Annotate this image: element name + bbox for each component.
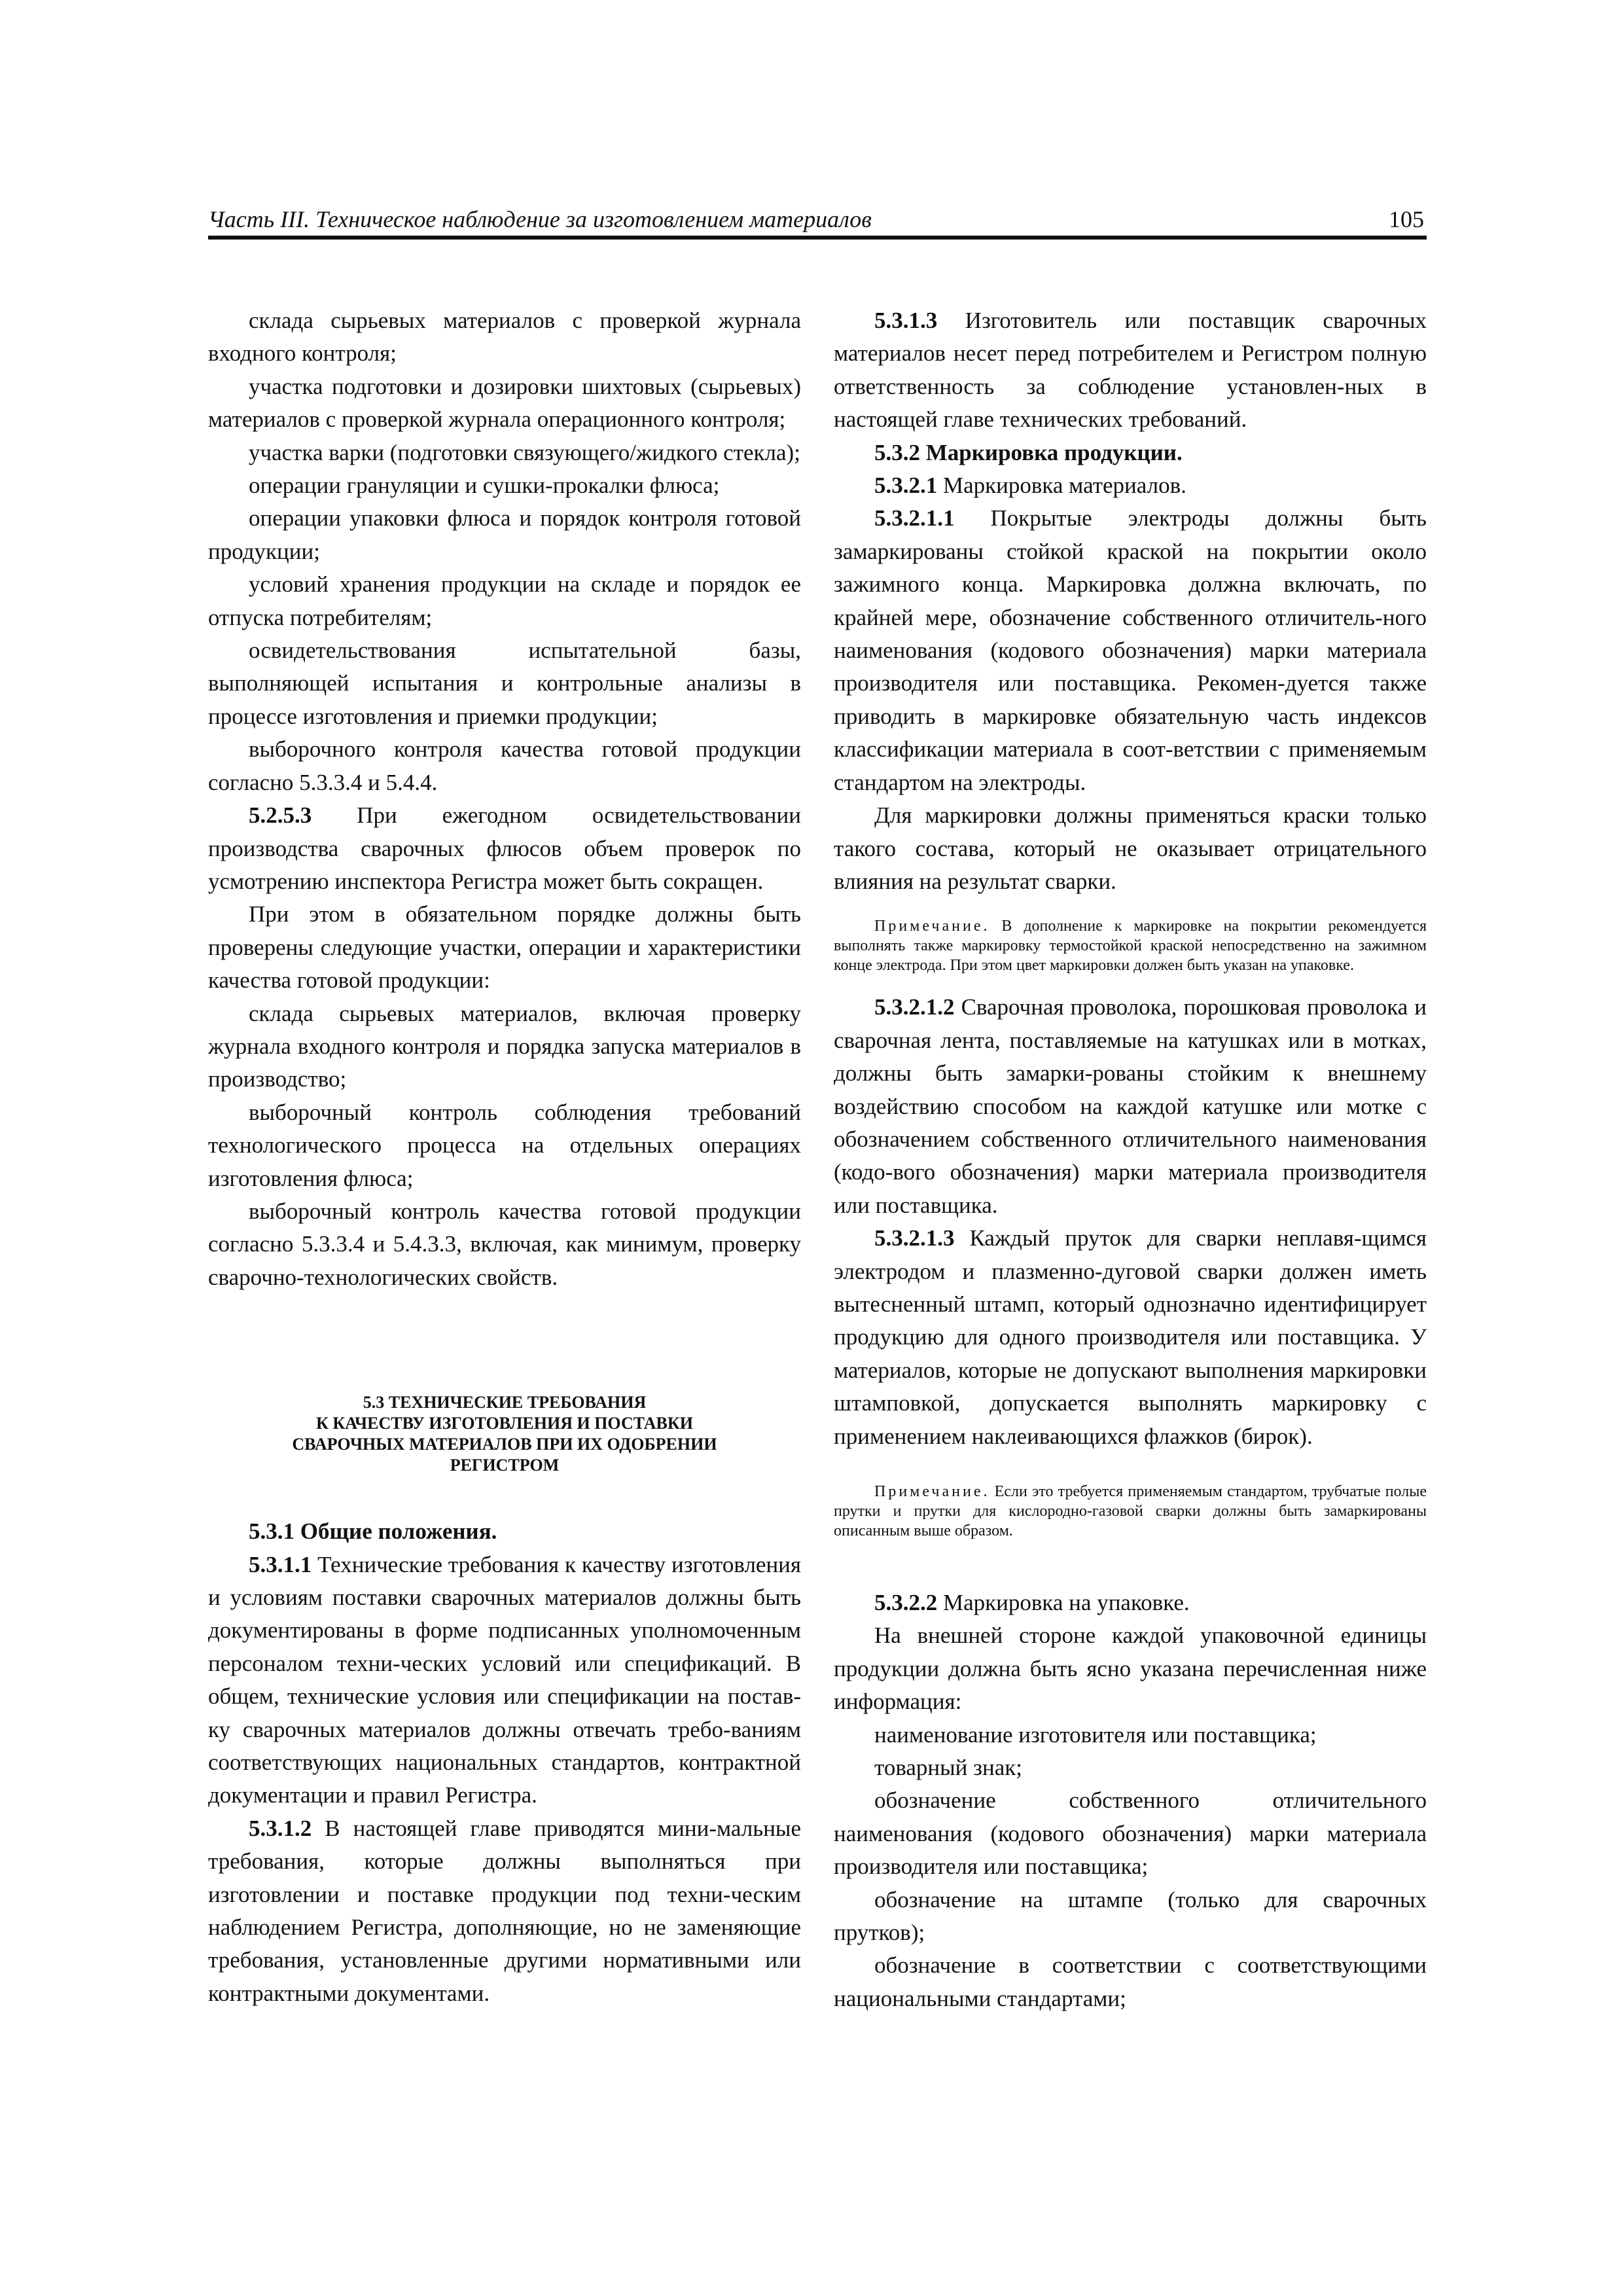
section-title-line: СВАРОЧНЫХ МАТЕРИАЛОВ ПРИ ИХ ОДОБРЕНИИ xyxy=(292,1435,717,1454)
clause-number: 5.2.5.3 xyxy=(249,802,312,829)
spacer xyxy=(834,1541,1427,1587)
note-label: Примечание. xyxy=(874,918,990,935)
paragraph xyxy=(834,991,1427,1222)
note-text: Если это требуется применяемым стандартом, трубчатые полые прутки и прутки для кислородно-газовой сварки должны быть замаркированы описанным выше образом. xyxy=(834,1483,1427,1539)
page-number: 105 xyxy=(1389,206,1424,232)
clause-number: 5.3.1.3 xyxy=(874,308,938,333)
header-title: Часть III. Техническое наблюдение за изготовлением материалов xyxy=(208,206,872,232)
subsection-heading xyxy=(834,437,1427,469)
paragraph: товарный знак; xyxy=(874,1755,1022,1781)
clause-text: Сварочная проволока, порошковая проволока и сварочная лента, поставляемые на катушках или в мотках, должны быть замарки-рованы стойким к внешнему воздействию способом на каждой катушке или мотке с обозначением собственного отличительного наименования (кодо-вого обозначения) марки материала производителя или поставщика. xyxy=(834,994,1427,1218)
paragraph xyxy=(208,799,801,898)
paragraph: освидетельствования испытательной базы, выполняющей испытания и контрольные анализы в процессе изготовления и приемки продукции; xyxy=(208,637,801,729)
paragraph: обозначение на штампе (только для сварочных прутков); xyxy=(834,1886,1427,1946)
note xyxy=(834,916,1427,975)
paragraph: операции грануляции и сушки-прокалки флюса; xyxy=(249,473,720,499)
paragraph: На внешней стороне каждой упаковочной единицы продукции должна быть ясно указана перечисленная ниже информация: xyxy=(834,1623,1427,1715)
clause-text: Маркировка материалов. xyxy=(937,473,1186,499)
spacer xyxy=(208,1476,801,1515)
clause-number: 5.3.2.2 xyxy=(874,1590,938,1615)
clause-text: Маркировка на упаковке. xyxy=(937,1590,1190,1615)
section-title-line: 5.3 ТЕХНИЧЕСКИЕ ТРЕБОВАНИЯ xyxy=(363,1393,647,1412)
clause-text: Технические требования к качеству изготовления и условиям поставки сварочных материалов должны быть документированы в форме подписанных уполномоченным персоналом техни-ческих условий или спецификаций. В общем, технические условия или спецификации на постав-ку сварочных материалов должны отвечать требо-ваниям соответствующих национальных стандартов, контрактной документации и правил Регистра. xyxy=(208,1551,801,1808)
clause-text: Изготовитель или поставщик сварочных материалов несет перед потребителем и Регистром полную ответственность за соблюдение установлен-ных в настоящей главе технических требований. xyxy=(834,308,1427,433)
section-title xyxy=(208,1392,801,1476)
paragraph: Для маркировки должны применяться краски только такого состава, который не оказывает отрицательного влияния на результат сварки. xyxy=(834,802,1427,894)
paragraph: выборочный контроль соблюдения требований технологического процесса на отдельных операциях изготовления флюса; xyxy=(208,1099,801,1191)
clause-number: 5.3.1.1 xyxy=(249,1551,312,1577)
paragraph: При этом в обязательном порядке должны быть проверены следующие участки, операции и характеристики качества готовой продукции: xyxy=(208,901,801,994)
clause-text: Каждый пруток для сварки неплавя-щимся электродом и плазменно-дуговой сварки должен иметь вытесненный штамп, который однозначно идентифицирует продукцию для одного производителя или поставщика. У материалов, которые не допускают выполнения маркировки штамповкой, допускается выполнять маркировку с применением наклеивающихся флажков (бирок). xyxy=(834,1225,1427,1449)
paragraph xyxy=(834,1587,1427,1619)
clause-number: 5.3.1.2 xyxy=(249,1815,312,1841)
paragraph: операции упаковки флюса и порядок контроля готовой продукции; xyxy=(208,505,801,564)
section-title-line: РЕГИСТРОМ xyxy=(450,1456,560,1475)
paragraph xyxy=(834,469,1427,502)
running-header xyxy=(208,196,1427,240)
paragraph: участка варки (подготовки связующего/жидкого стекла); xyxy=(249,439,800,465)
paragraph: участка подготовки и дозировки шихтовых (сырьевых) материалов с проверкой журнала операционного контроля; xyxy=(208,373,801,433)
paragraph: обозначение собственного отличительного наименования (кодового обозначения) марки материала производителя или поставщика; xyxy=(834,1787,1427,1880)
paragraph: выборочный контроль качества готовой продукции согласно 5.3.3.4 и 5.4.3.3, включая, как минимум, проверку сварочно-технологических свойств. xyxy=(208,1198,801,1290)
section-title-line: К КАЧЕСТВУ ИЗГОТОВЛЕНИЯ И ПОСТАВКИ xyxy=(316,1414,693,1433)
paragraph xyxy=(834,1222,1427,1453)
clause-number: 5.3.2.1.1 xyxy=(874,505,955,531)
paragraph xyxy=(208,1812,801,2010)
paragraph: склада сырьевых материалов с проверкой журнала входного контроля; xyxy=(208,308,801,367)
right-column xyxy=(834,304,1427,2015)
subsection-heading-text: 5.3.1 Общие положения. xyxy=(249,1518,497,1545)
clause-number: 5.3.2.1 xyxy=(874,473,938,499)
spacer xyxy=(834,975,1427,991)
left-column xyxy=(208,304,801,2010)
note-text: В дополнение к маркировке на покрытии рекомендуется выполнять также маркировку термостойкой краской непосредственно на зажимном конце электрода. При этом цвет маркировки должен быть указан на упаковке. xyxy=(834,918,1427,975)
paragraph: условий хранения продукции на складе и порядок ее отпуска потребителям; xyxy=(208,571,801,630)
clause-number: 5.3.2.1.3 xyxy=(874,1225,955,1251)
clause-number: 5.3.2.1.2 xyxy=(874,994,955,1020)
note xyxy=(834,1482,1427,1541)
clause-text: В настоящей главе приводятся мини-мальные требования, которые должны выполняться при изготовлении и поставке продукции под техни-ческим наблюдением Регистра, дополняющие, но не заменяющие требования, установленные другими нормативными или контрактными документами. xyxy=(208,1815,801,2006)
paragraph xyxy=(834,304,1427,437)
spacer xyxy=(834,898,1427,916)
paragraph: выборочного контроля качества готовой продукции согласно 5.3.3.4 и 5.4.4. xyxy=(208,736,801,795)
paragraph: наименование изготовителя или поставщика; xyxy=(874,1721,1317,1748)
note-label: Примечание. xyxy=(874,1483,990,1500)
subsection-heading-text: 5.3.2 Маркировка продукции. xyxy=(874,439,1183,465)
paragraph: склада сырьевых материалов, включая проверку журнала входного контроля и порядка запуска материалов в производство; xyxy=(208,1000,801,1092)
clause-text: Покрытые электроды должны быть замаркированы стойкой краской на покрытии около зажимного конца. Маркировка должна включать, по крайней мере, обозначение собственного отличитель-ного наименования (кодового обозначения) марки материала производителя или поставщика. Рекомен-дуется также приводить в маркировке обязательную часть индексов классификации материала в соот-ветствии с применяемым стандартом на электроды. xyxy=(834,505,1427,795)
clause-text: При ежегодном освидетельствовании производства сварочных флюсов объем проверок по усмотрению инспектора Регистра может быть сокращен. xyxy=(208,802,801,894)
paragraph xyxy=(208,1549,801,1812)
spacer xyxy=(208,1294,801,1392)
paragraph: обозначение в соответствии с соответствующими национальными стандартами; xyxy=(834,1952,1427,2011)
subsection-heading xyxy=(208,1515,801,1548)
spacer xyxy=(834,1453,1427,1482)
paragraph xyxy=(834,502,1427,799)
